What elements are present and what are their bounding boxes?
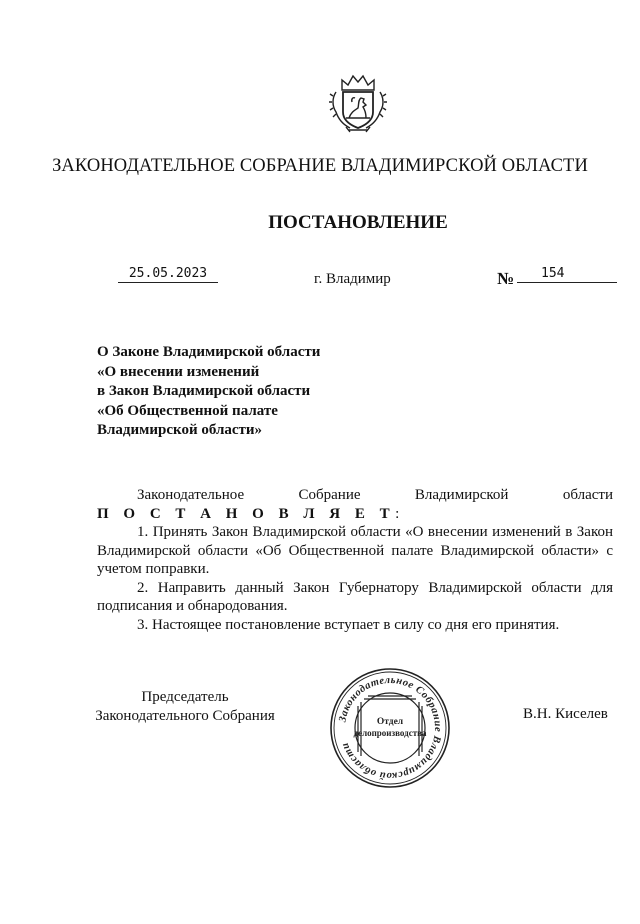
subject-line: Владимирской области» (97, 422, 263, 438)
paragraph-1: 1. Принять Закон Владимирской области «О внесении изменений в Закон Владимирской области «Об Общественной палате Владимирской области» с учетом поправки. (97, 524, 613, 577)
stamp-center-line: Отдел (376, 717, 404, 727)
decree-word: П О С Т А Н О В Л Я Е Т (97, 505, 396, 522)
organization-title: ЗАКОНОДАТЕЛЬНОЕ СОБРАНИЕ ВЛАДИМИРСКОЙ ОБЛАСТИ (52, 156, 588, 176)
paragraph-2: 2. Направить данный Закон Губернатору Владимирской области для подписания и обнародования. (97, 579, 613, 614)
signatory-title-line: Председатель (141, 689, 229, 705)
document-number: 154 (517, 266, 617, 283)
intro-word: Владимирской (414, 487, 509, 503)
intro-word: области (562, 487, 613, 503)
stamp-ring-text: Законодательное Собрание Владимирской области (337, 674, 444, 782)
stamp-center-line: делопроизводства (353, 728, 427, 738)
signatory-title-line: Законодательного Собрания (95, 708, 275, 724)
subject-line: «О внесении изменений (97, 363, 260, 380)
signatory-title (92, 688, 278, 726)
number-label: № (497, 269, 515, 288)
subject-line: в Закон Владимирской области (97, 383, 311, 399)
document-date: 25.05.2023 (118, 266, 218, 283)
official-round-stamp-icon (328, 666, 452, 790)
subject-line: «Об Общественной палате (97, 402, 278, 419)
document-subject (97, 343, 320, 441)
intro-word: Собрание (298, 487, 361, 503)
paragraph-3: 3. Настоящее постановление вступает в силу со дня его принятия. (137, 616, 560, 633)
signatory-name: В.Н. Киселев (523, 706, 608, 722)
vladimir-oblast-coat-of-arms-icon (328, 72, 388, 134)
document-body (97, 486, 613, 634)
document-type-title: ПОСТАНОВЛЕНИЕ (268, 212, 448, 233)
intro-word: Законодательное (137, 487, 245, 503)
decree-line (97, 505, 613, 524)
intro-line (97, 486, 613, 505)
subject-line: О Законе Владимирской области (97, 344, 321, 360)
decree-colon: : (395, 505, 400, 522)
document-city: г. Владимир (314, 271, 391, 287)
